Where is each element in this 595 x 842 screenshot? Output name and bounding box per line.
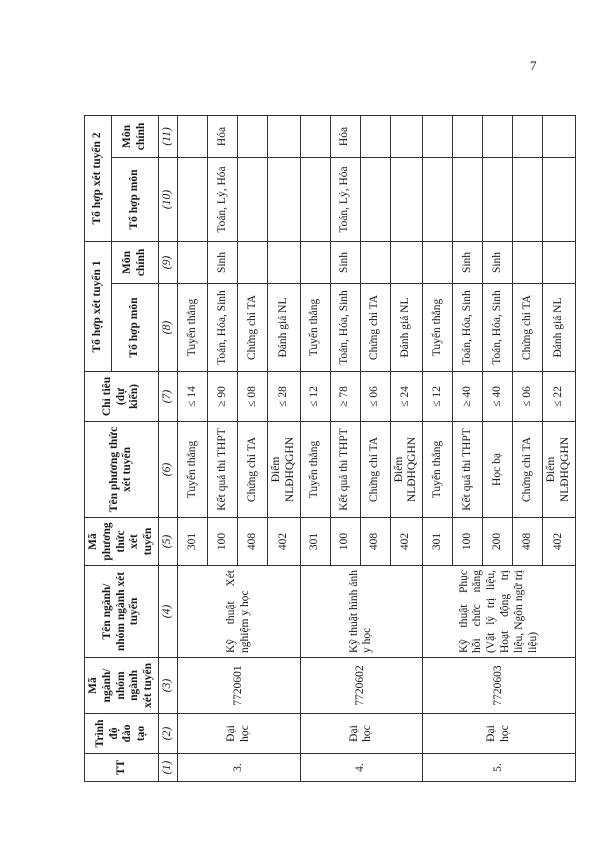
quota: ≤ 40	[483, 372, 513, 422]
quota: ≤ 28	[267, 372, 300, 422]
program-level: Đại học	[423, 714, 576, 754]
quota: ≥ 40	[453, 372, 483, 422]
column-number: (2)	[158, 714, 177, 754]
program-name: Kỹ thuật hình ảnh y học	[300, 566, 423, 658]
quota: ≤ 06	[513, 372, 543, 422]
quota: ≤ 22	[543, 372, 576, 422]
combo1: Tuyển thẳng	[423, 284, 453, 372]
combo1: Đánh giá NL	[390, 284, 423, 372]
method-code: 402	[543, 518, 576, 566]
main-subject2: Hóa	[330, 116, 360, 158]
header-major-code: Mã ngành/ nhóm ngành xét tuyển	[85, 658, 159, 714]
method-name: Tuyển thẳng	[300, 422, 330, 518]
column-number: (4)	[158, 566, 177, 658]
program-level: Đại học	[300, 714, 423, 754]
method-code: 408	[360, 518, 390, 566]
quota: ≤ 12	[300, 372, 330, 422]
method-name: Chứng chỉ TA	[360, 422, 390, 518]
combo2: Toán, Lý, Hóa	[330, 158, 360, 242]
header-main2: Môn chính	[112, 116, 159, 158]
main-subject1	[267, 242, 300, 284]
main-subject1	[177, 242, 207, 284]
header-main1: Môn chính	[112, 242, 159, 284]
main-subject1	[513, 242, 543, 284]
combo1: Đánh giá NL	[267, 284, 300, 372]
combo1: Chứng chỉ TA	[237, 284, 267, 372]
main-subject2	[543, 116, 576, 158]
combo1: Toán, Hóa, Sinh	[330, 284, 360, 372]
main-subject1	[390, 242, 423, 284]
quota: ≤ 24	[390, 372, 423, 422]
main-subject2	[423, 116, 453, 158]
program-code: 7720602	[300, 658, 423, 714]
quota: ≤ 06	[360, 372, 390, 422]
combo1: Chứng chỉ TA	[360, 284, 390, 372]
method-code: 402	[390, 518, 423, 566]
table-row	[423, 116, 453, 782]
column-number: (10)	[158, 158, 177, 242]
combo2	[423, 158, 453, 242]
page-number: 7	[530, 58, 537, 73]
column-number-row	[158, 116, 177, 782]
method-name: Kết quả thi THPT	[453, 422, 483, 518]
combo2	[300, 158, 330, 242]
main-subject2	[513, 116, 543, 158]
column-number: (7)	[158, 372, 177, 422]
main-subject1	[360, 242, 390, 284]
program-code: 7720603	[423, 658, 576, 714]
quota: ≥ 90	[207, 372, 237, 422]
quota: ≤ 12	[423, 372, 453, 422]
combo1: Đánh giá NL	[543, 284, 576, 372]
combo1: Tuyển thẳng	[177, 284, 207, 372]
table-header	[85, 116, 178, 782]
table-row	[300, 116, 330, 782]
column-number: (5)	[158, 518, 177, 566]
method-name: Chứng chỉ TA	[513, 422, 543, 518]
program-tt: 5.	[423, 754, 576, 782]
quota: ≥ 78	[330, 372, 360, 422]
program-tt: 3.	[177, 754, 300, 782]
combo2	[237, 158, 267, 242]
main-subject1: Sinh	[207, 242, 237, 284]
method-code: 100	[330, 518, 360, 566]
program-tt: 4.	[300, 754, 423, 782]
method-code: 100	[453, 518, 483, 566]
combo1: Toán, Hóa, Sinh	[483, 284, 513, 372]
method-name: Học bạ	[483, 422, 513, 518]
combo2	[513, 158, 543, 242]
combo2	[390, 158, 423, 242]
combo2	[543, 158, 576, 242]
table-row	[177, 116, 207, 782]
method-code: 402	[267, 518, 300, 566]
method-name: Điểm NLĐHQGHN	[390, 422, 423, 518]
main-subject1: Sinh	[483, 242, 513, 284]
method-name: Kết quả thi THPT	[330, 422, 360, 518]
main-subject1	[300, 242, 330, 284]
header-level: Trình độ đào tạo	[85, 714, 159, 754]
main-subject2: Hóa	[207, 116, 237, 158]
quota: ≤ 08	[237, 372, 267, 422]
table-body	[177, 116, 575, 782]
main-subject2	[177, 116, 207, 158]
program-code: 7720601	[177, 658, 300, 714]
column-number: (11)	[158, 116, 177, 158]
column-number: (3)	[158, 658, 177, 714]
header-quota: Chỉ tiêu (dự kiến)	[85, 372, 159, 422]
main-subject2	[267, 116, 300, 158]
main-subject2	[360, 116, 390, 158]
column-number: (9)	[158, 242, 177, 284]
method-name: Điểm NLĐHQGHN	[543, 422, 576, 518]
main-subject1	[543, 242, 576, 284]
header-group1: Tổ hợp xét tuyển 1	[85, 242, 112, 372]
main-subject1	[237, 242, 267, 284]
combo1: Toán, Hóa, Sinh	[453, 284, 483, 372]
header-tt: TT	[85, 754, 159, 782]
combo2: Toán, Lý, Hóa	[207, 158, 237, 242]
main-subject1: Sinh	[330, 242, 360, 284]
header-group2: Tổ hợp xét tuyển 2	[85, 116, 112, 242]
main-subject2	[300, 116, 330, 158]
combo1: Chứng chỉ TA	[513, 284, 543, 372]
method-name: Điểm NLĐHQGHN	[267, 422, 300, 518]
combo1: Toán, Hóa, Sinh	[207, 284, 237, 372]
main-subject2	[483, 116, 513, 158]
header-major-name: Tên ngành/ nhóm ngành xét tuyển	[85, 566, 159, 658]
main-subject2	[237, 116, 267, 158]
method-name: Kết quả thi THPT	[207, 422, 237, 518]
combo2	[453, 158, 483, 242]
combo1: Tuyển thẳng	[300, 284, 330, 372]
method-code: 301	[423, 518, 453, 566]
program-name: Kỹ thuật Phục hồi chức năng (Vật lý trị liệu, Hoạt động trị liệu, Ngôn ngữ trị liệu)	[423, 566, 576, 658]
program-level: Đại học	[177, 714, 300, 754]
method-code: 408	[513, 518, 543, 566]
admission-table	[84, 115, 576, 782]
header-method-name: Tên phương thức xét tuyển	[85, 422, 159, 518]
method-name: Chứng chỉ TA	[237, 422, 267, 518]
method-code: 408	[237, 518, 267, 566]
combo2	[483, 158, 513, 242]
column-number: (8)	[158, 284, 177, 372]
method-code: 301	[300, 518, 330, 566]
quota: ≤ 14	[177, 372, 207, 422]
column-number: (1)	[158, 754, 177, 782]
main-subject2	[390, 116, 423, 158]
combo2	[267, 158, 300, 242]
main-subject2	[453, 116, 483, 158]
combo2	[360, 158, 390, 242]
header-method-code: Mã phương thức xét tuyển	[85, 518, 159, 566]
header-combo2: Tổ hợp môn	[112, 158, 159, 242]
method-name: Tuyển thẳng	[177, 422, 207, 518]
method-code: 200	[483, 518, 513, 566]
program-name: Kỹ thuật Xét nghiệm y học	[177, 566, 300, 658]
main-subject1: Sinh	[453, 242, 483, 284]
header-combo1: Tổ hợp môn	[112, 284, 159, 372]
method-code: 301	[177, 518, 207, 566]
method-code: 100	[207, 518, 237, 566]
method-name: Tuyển thẳng	[423, 422, 453, 518]
column-number: (6)	[158, 422, 177, 518]
main-subject1	[423, 242, 453, 284]
combo2	[177, 158, 207, 242]
